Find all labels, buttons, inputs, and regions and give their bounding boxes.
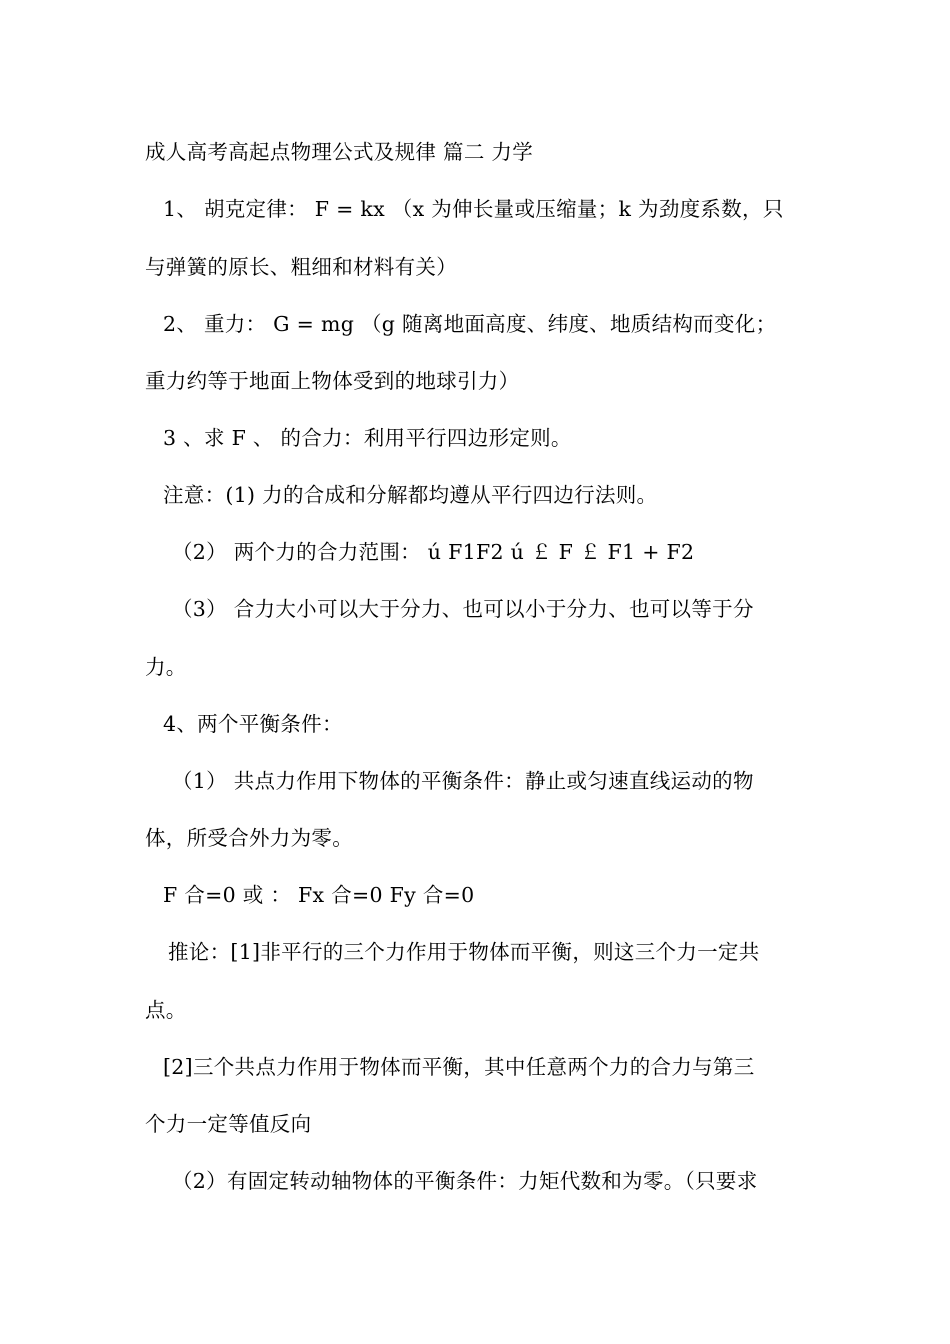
text-line: （3） 合力大小可以大于分力、也可以小于分力、也可以等于分 (172, 597, 754, 621)
text-line: 点。 (145, 998, 187, 1022)
text-line: [2]三个共点力作用于物体而平衡，其中任意两个力的合力与第三 (163, 1055, 755, 1079)
text-line: （2） 两个力的合力范围： ú F1F2 ú ￡ F ￡ F1 + F2 (172, 540, 695, 564)
text-line: 3 、求 F 、 的合力：利用平行四边形定则。 (163, 426, 572, 450)
text-line: 个力一定等值反向 (145, 1112, 312, 1136)
text-line: 4、两个平衡条件： (163, 712, 343, 736)
text-line: 与弹簧的原长、粗细和材料有关） (145, 255, 457, 279)
text-line: （1） 共点力作用下物体的平衡条件：静止或匀速直线运动的物 (172, 769, 754, 793)
text-line: 力。 (145, 655, 187, 679)
text-line: 重力约等于地面上物体受到的地球引力） (145, 369, 520, 393)
text-line: F 合=0 或 ： Fx 合=0 Fy 合=0 (163, 883, 475, 907)
document-title: 成人高考高起点物理公式及规律 篇二 力学 (145, 140, 534, 164)
text-line: 注意：(1) 力的合成和分解都均遵从平行四边行法则。 (163, 483, 658, 507)
text-line: 推论：[1]非平行的三个力作用于物体而平衡，则这三个力一定共 (168, 940, 760, 964)
text-line: 2、 重力： G = mg （g 随离地面高度、纬度、地质结构而变化； (163, 312, 777, 336)
text-line: 体，所受合外力为零。 (145, 826, 353, 850)
text-line: 1、 胡克定律： F = kx （x 为伸长量或压缩量；k 为劲度系数，只 (163, 197, 784, 221)
text-line: （2）有固定转动轴物体的平衡条件：力矩代数和为零。（只要求 (172, 1169, 758, 1193)
